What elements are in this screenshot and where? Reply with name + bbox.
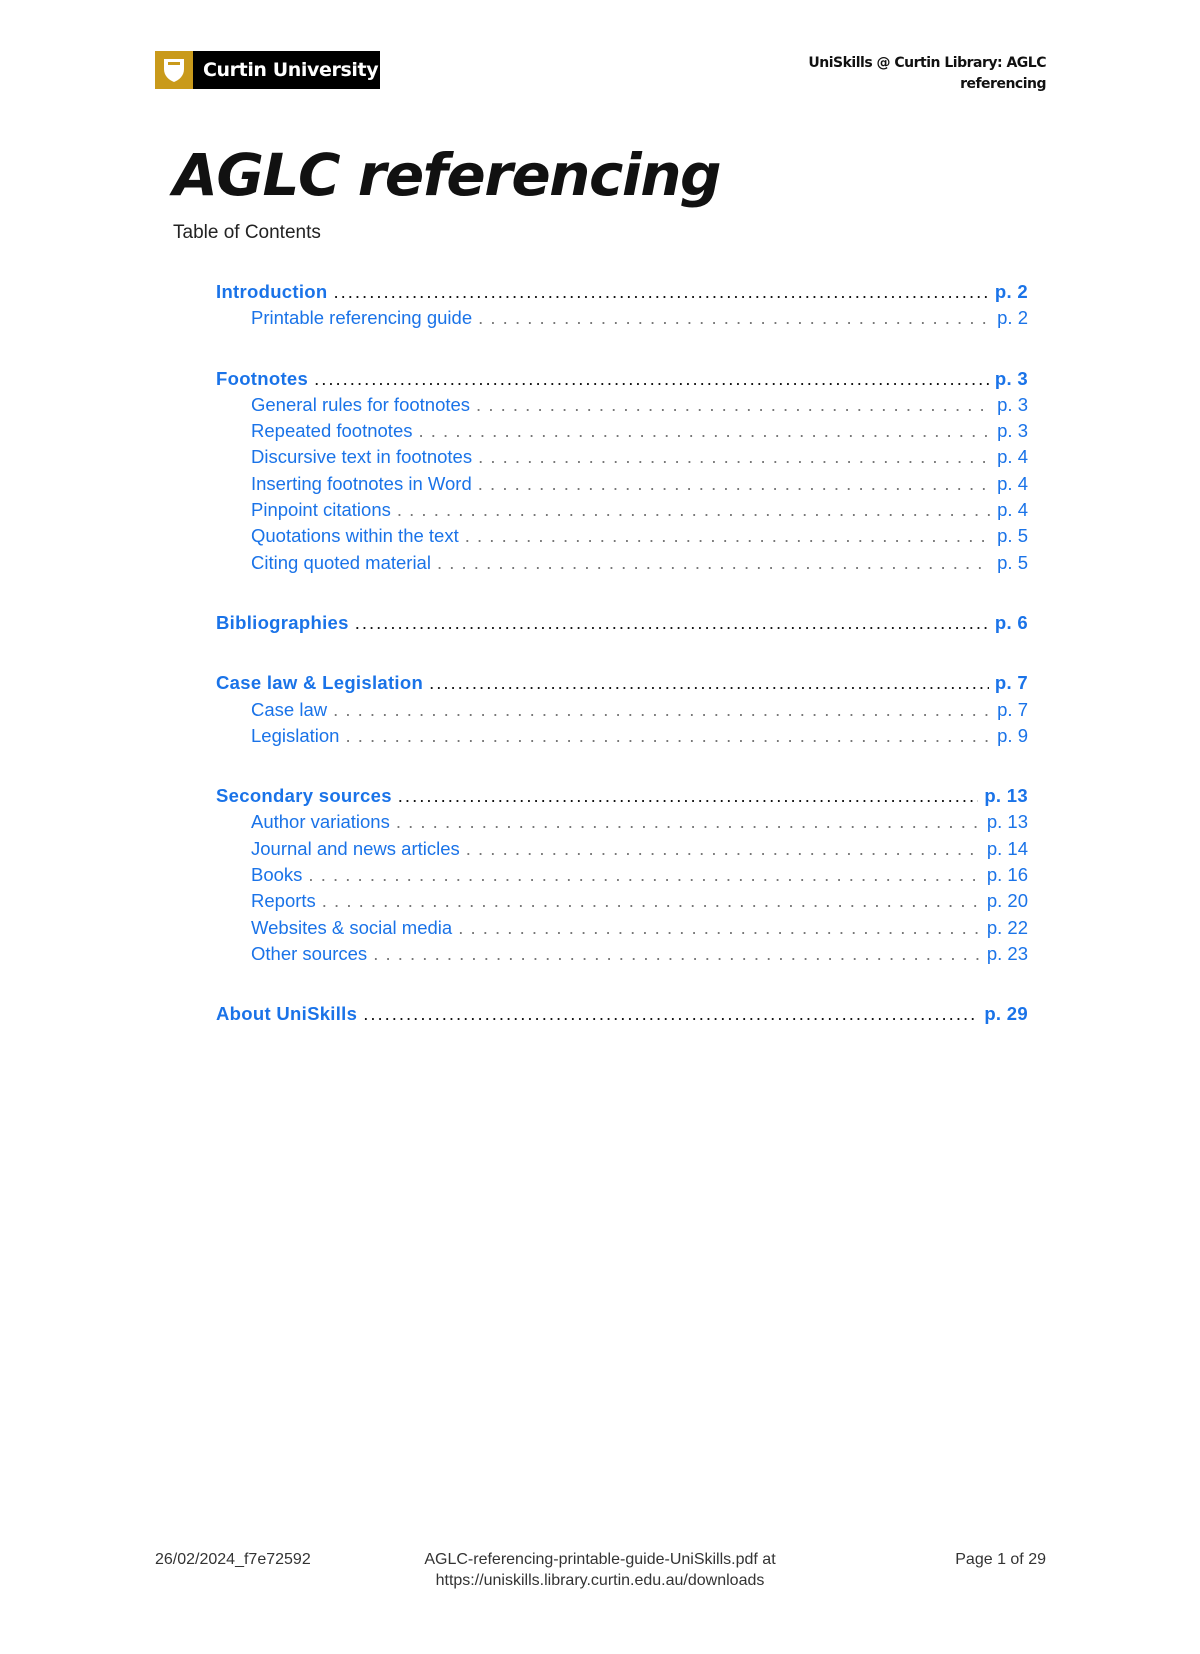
toc-leader bbox=[373, 943, 981, 965]
toc-entry-journal-and-news-articles[interactable] bbox=[216, 838, 1028, 864]
toc-entry-page: p. 3 bbox=[997, 420, 1028, 442]
running-header-line1: UniSkills @ Curtin Library: AGLC bbox=[808, 55, 1046, 71]
toc-entry-inserting-footnotes-in-word[interactable] bbox=[216, 473, 1028, 499]
toc-leader bbox=[308, 864, 980, 886]
toc-entry-page: p. 2 bbox=[994, 281, 1028, 302]
toc-entry-page: p. 22 bbox=[986, 916, 1028, 938]
toc-entry-page: p. 14 bbox=[986, 837, 1028, 859]
toc-entry-label: Reports bbox=[251, 890, 316, 912]
toc-entry-page: p. 16 bbox=[986, 864, 1028, 886]
toc-entry-page: p. 3 bbox=[997, 393, 1028, 415]
table-of-contents bbox=[216, 281, 1028, 1030]
toc-entry-websites-social-media[interactable] bbox=[216, 917, 1028, 943]
toc-entry-label: Books bbox=[251, 864, 303, 886]
toc-entry-footnotes[interactable] bbox=[216, 368, 1028, 394]
footer-filename: AGLC-referencing-printable-guide-UniSkills.pdf at bbox=[424, 1551, 776, 1568]
toc-leader bbox=[355, 612, 989, 634]
logo-wordmark: Curtin University bbox=[203, 59, 379, 81]
toc-leader bbox=[322, 890, 981, 912]
toc-heading: Table of Contents bbox=[173, 222, 321, 243]
toc-entry-page: p. 5 bbox=[997, 551, 1028, 573]
toc-leader bbox=[333, 699, 991, 721]
toc-entry-page: p. 2 bbox=[997, 307, 1028, 329]
toc-entry-introduction[interactable] bbox=[216, 281, 1028, 307]
toc-entry-about-uniskills[interactable] bbox=[216, 1003, 1028, 1029]
toc-entry-label: Pinpoint citations bbox=[251, 499, 391, 521]
toc-entry-discursive-text-in-footnotes[interactable] bbox=[216, 446, 1028, 472]
toc-entry-general-rules-for-footnotes[interactable] bbox=[216, 394, 1028, 420]
toc-entry-page: p. 5 bbox=[997, 525, 1028, 547]
toc-leader bbox=[396, 811, 981, 833]
toc-entry-label: Journal and news articles bbox=[251, 837, 460, 859]
toc-entry-page: p. 13 bbox=[984, 785, 1028, 807]
toc-entry-page: p. 29 bbox=[984, 1003, 1028, 1025]
toc-entry-case-law[interactable] bbox=[216, 699, 1028, 725]
footer-page-number: Page 1 of 29 bbox=[955, 1551, 1046, 1568]
toc-entry-legislation[interactable] bbox=[216, 725, 1028, 751]
running-header-line2: referencing bbox=[960, 76, 1046, 92]
toc-entry-reports[interactable] bbox=[216, 890, 1028, 916]
toc-entry-label: Case law bbox=[251, 698, 328, 720]
toc-entry-label: Case law & Legislation bbox=[216, 672, 424, 694]
toc-entry-page: p. 4 bbox=[997, 499, 1028, 521]
toc-entry-page: p. 6 bbox=[994, 611, 1028, 633]
footer-source bbox=[360, 1549, 840, 1591]
toc-entry-label: Introduction bbox=[216, 281, 328, 302]
toc-entry-case-law-legislation[interactable] bbox=[216, 672, 1028, 698]
toc-leader bbox=[314, 368, 989, 390]
toc-entry-label: Printable referencing guide bbox=[251, 307, 473, 329]
toc-entry-page: p. 13 bbox=[986, 811, 1028, 833]
toc-entry-label: Citing quoted material bbox=[251, 551, 431, 573]
toc-leader bbox=[458, 917, 981, 939]
toc-leader bbox=[345, 725, 991, 747]
toc-leader bbox=[419, 420, 992, 442]
toc-entry-label: Inserting footnotes in Word bbox=[251, 472, 472, 494]
toc-leader bbox=[478, 446, 991, 468]
toc-entry-printable-referencing-guide[interactable] bbox=[216, 307, 1028, 333]
toc-entry-label: Websites & social media bbox=[251, 916, 453, 938]
toc-entry-page: p. 20 bbox=[986, 890, 1028, 912]
toc-entry-label: Repeated footnotes bbox=[251, 420, 413, 442]
toc-entry-pinpoint-citations[interactable] bbox=[216, 499, 1028, 525]
toc-leader bbox=[397, 499, 991, 521]
toc-entry-label: About UniSkills bbox=[216, 1003, 358, 1025]
toc-entry-label: Discursive text in footnotes bbox=[251, 446, 473, 468]
toc-entry-label: Quotations within the text bbox=[251, 525, 459, 547]
toc-entry-quotations-within-the-text[interactable] bbox=[216, 525, 1028, 551]
toc-leader bbox=[334, 281, 989, 303]
toc-entry-page: p. 9 bbox=[997, 724, 1028, 746]
toc-entry-citing-quoted-material[interactable] bbox=[216, 552, 1028, 578]
toc-leader bbox=[398, 785, 979, 807]
toc-entry-page: p. 7 bbox=[997, 698, 1028, 720]
running-header bbox=[786, 53, 1046, 95]
toc-entry-label: Legislation bbox=[251, 724, 340, 746]
toc-entry-label: Secondary sources bbox=[216, 785, 392, 807]
toc-leader bbox=[476, 394, 991, 416]
page-title: AGLC referencing bbox=[173, 141, 721, 209]
shield-icon bbox=[155, 51, 193, 89]
footer-url: https://uniskills.library.curtin.edu.au/downloads bbox=[435, 1572, 765, 1589]
toc-leader bbox=[478, 307, 991, 329]
toc-entry-label: Bibliographies bbox=[216, 611, 349, 633]
toc-entry-page: p. 3 bbox=[994, 367, 1028, 389]
toc-leader bbox=[465, 525, 991, 547]
toc-entry-label: Other sources bbox=[251, 942, 368, 964]
toc-leader bbox=[429, 672, 989, 694]
toc-entry-page: p. 23 bbox=[986, 942, 1028, 964]
toc-leader bbox=[478, 473, 991, 495]
toc-entry-page: p. 4 bbox=[997, 446, 1028, 468]
toc-entry-page: p. 7 bbox=[994, 672, 1028, 694]
toc-entry-secondary-sources[interactable] bbox=[216, 785, 1028, 811]
toc-entry-page: p. 4 bbox=[997, 472, 1028, 494]
footer-date-id: 26/02/2024_f7e72592 bbox=[155, 1551, 311, 1568]
toc-entry-repeated-footnotes[interactable] bbox=[216, 420, 1028, 446]
toc-entry-label: Footnotes bbox=[216, 367, 309, 389]
toc-entry-label: Author variations bbox=[251, 811, 390, 833]
toc-leader bbox=[363, 1003, 978, 1025]
toc-entry-bibliographies[interactable] bbox=[216, 612, 1028, 638]
toc-entry-author-variations[interactable] bbox=[216, 811, 1028, 837]
toc-entry-label: General rules for footnotes bbox=[251, 393, 471, 415]
toc-leader bbox=[437, 552, 991, 574]
toc-entry-other-sources[interactable] bbox=[216, 943, 1028, 969]
curtin-logo bbox=[155, 51, 380, 89]
toc-entry-books[interactable] bbox=[216, 864, 1028, 890]
toc-leader bbox=[466, 838, 981, 860]
